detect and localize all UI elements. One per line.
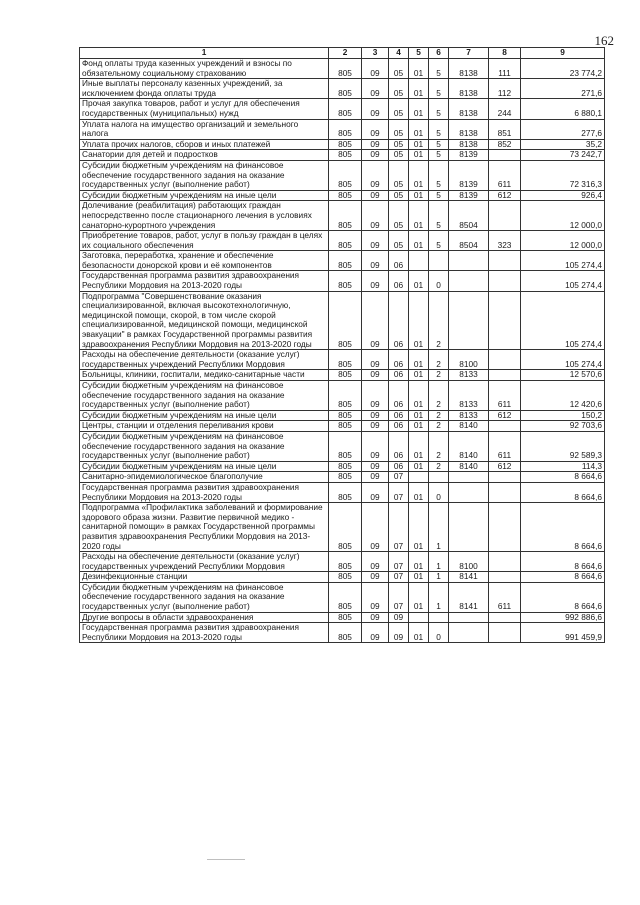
row-program-code: 01 bbox=[409, 370, 429, 381]
budget-table bbox=[79, 47, 605, 643]
table-row bbox=[80, 552, 605, 572]
table-row bbox=[80, 291, 605, 350]
row-target-code: 8138 bbox=[449, 59, 489, 79]
row-subsection-code: 05 bbox=[389, 231, 409, 251]
row-description: Субсидии бюджетным учреждениям на финансовое обеспечение государственного задания на оказание государственных услуг (выполнение работ) bbox=[80, 582, 329, 612]
row-section-code: 09 bbox=[362, 59, 389, 79]
row-subsection-code: 07 bbox=[389, 482, 409, 502]
row-program-code: 01 bbox=[409, 231, 429, 251]
row-expense-type: 612 bbox=[489, 190, 521, 201]
table-row bbox=[80, 381, 605, 411]
row-subsection-code: 05 bbox=[389, 150, 409, 161]
row-target-code: 8141 bbox=[449, 582, 489, 612]
table-row bbox=[80, 160, 605, 190]
table-row bbox=[80, 623, 605, 643]
row-expense-type bbox=[489, 572, 521, 583]
row-program-code: 01 bbox=[409, 381, 429, 411]
row-expense-type bbox=[489, 552, 521, 572]
row-ministry-code: 805 bbox=[329, 139, 362, 150]
row-expense-type bbox=[489, 201, 521, 231]
row-program-code: 01 bbox=[409, 410, 429, 421]
row-subsection-code: 05 bbox=[389, 59, 409, 79]
row-ministry-code: 805 bbox=[329, 160, 362, 190]
table-row bbox=[80, 59, 605, 79]
row-subsection-code: 05 bbox=[389, 201, 409, 231]
row-section-code: 09 bbox=[362, 381, 389, 411]
row-description: Субсидии бюджетным учреждениям на иные цели bbox=[80, 461, 329, 472]
row-subprogram-code: 5 bbox=[429, 99, 449, 119]
table-row bbox=[80, 461, 605, 472]
row-expense-type bbox=[489, 150, 521, 161]
row-amount: 12 000,0 bbox=[521, 231, 605, 251]
row-description: Санатории для детей и подростков bbox=[80, 150, 329, 161]
row-subsection-code: 05 bbox=[389, 139, 409, 150]
row-section-code: 09 bbox=[362, 201, 389, 231]
row-ministry-code: 805 bbox=[329, 99, 362, 119]
row-target-code: 8504 bbox=[449, 201, 489, 231]
row-section-code: 09 bbox=[362, 572, 389, 583]
row-description: Фонд оплаты труда казенных учреждений и взносы по обязательному социальному страхованию bbox=[80, 59, 329, 79]
row-expense-type bbox=[489, 271, 521, 291]
row-subprogram-code: 2 bbox=[429, 291, 449, 350]
row-target-code: 8133 bbox=[449, 381, 489, 411]
row-subsection-code: 06 bbox=[389, 251, 409, 271]
row-section-code: 09 bbox=[362, 582, 389, 612]
row-subsection-code: 06 bbox=[389, 461, 409, 472]
row-program-code: 01 bbox=[409, 482, 429, 502]
row-amount: 12 420,6 bbox=[521, 381, 605, 411]
row-expense-type bbox=[489, 482, 521, 502]
row-description: Прочая закупка товаров, работ и услуг для обеспечения государственных (муниципальных) нужд bbox=[80, 99, 329, 119]
row-target-code: 8140 bbox=[449, 461, 489, 472]
table-row bbox=[80, 119, 605, 139]
row-section-code: 09 bbox=[362, 461, 389, 472]
row-ministry-code: 805 bbox=[329, 572, 362, 583]
row-description: Государственная программа развития здравоохранения Республики Мордовия на 2013-2020 годы bbox=[80, 482, 329, 502]
row-target-code bbox=[449, 623, 489, 643]
row-target-code: 8139 bbox=[449, 190, 489, 201]
row-subsection-code: 09 bbox=[389, 612, 409, 623]
row-section-code: 09 bbox=[362, 251, 389, 271]
row-section-code: 09 bbox=[362, 79, 389, 99]
row-subprogram-code: 1 bbox=[429, 572, 449, 583]
table-row bbox=[80, 431, 605, 461]
row-section-code: 09 bbox=[362, 150, 389, 161]
row-amount: 105 274,4 bbox=[521, 291, 605, 350]
row-subprogram-code: 1 bbox=[429, 503, 449, 552]
row-program-code: 01 bbox=[409, 150, 429, 161]
row-description: Субсидии бюджетным учреждениям на финансовое обеспечение государственного задания на оказание государственных услуг (выполнение работ) bbox=[80, 381, 329, 411]
row-expense-type bbox=[489, 350, 521, 370]
row-target-code: 8140 bbox=[449, 421, 489, 432]
column-header: 3 bbox=[362, 48, 389, 59]
row-ministry-code: 805 bbox=[329, 119, 362, 139]
row-amount: 12 000,0 bbox=[521, 201, 605, 231]
row-subprogram-code: 5 bbox=[429, 231, 449, 251]
table-row bbox=[80, 251, 605, 271]
row-subsection-code: 07 bbox=[389, 472, 409, 483]
table-row bbox=[80, 190, 605, 201]
row-expense-type: 611 bbox=[489, 582, 521, 612]
row-description: Расходы на обеспечение деятельности (оказание услуг) государственных учреждений Республики Мордовия bbox=[80, 350, 329, 370]
row-program-code: 01 bbox=[409, 623, 429, 643]
row-expense-type: 111 bbox=[489, 59, 521, 79]
table-body bbox=[80, 59, 605, 643]
table-row bbox=[80, 503, 605, 552]
row-amount: 992 886,6 bbox=[521, 612, 605, 623]
row-subsection-code: 06 bbox=[389, 370, 409, 381]
table-row bbox=[80, 612, 605, 623]
header-row bbox=[80, 48, 605, 59]
row-expense-type bbox=[489, 623, 521, 643]
row-expense-type bbox=[489, 291, 521, 350]
row-subprogram-code: 1 bbox=[429, 552, 449, 572]
row-ministry-code: 805 bbox=[329, 350, 362, 370]
row-section-code: 09 bbox=[362, 370, 389, 381]
column-header: 5 bbox=[409, 48, 429, 59]
row-ministry-code: 805 bbox=[329, 251, 362, 271]
row-subprogram-code: 0 bbox=[429, 623, 449, 643]
column-header: 8 bbox=[489, 48, 521, 59]
row-target-code: 8141 bbox=[449, 572, 489, 583]
row-program-code: 01 bbox=[409, 431, 429, 461]
row-ministry-code: 805 bbox=[329, 190, 362, 201]
table-row bbox=[80, 139, 605, 150]
row-amount: 105 274,4 bbox=[521, 251, 605, 271]
row-amount: 92 703,6 bbox=[521, 421, 605, 432]
row-target-code bbox=[449, 503, 489, 552]
row-subprogram-code: 5 bbox=[429, 119, 449, 139]
row-program-code: 01 bbox=[409, 552, 429, 572]
row-description: Подпрограмма "Совершенствование оказания специализированной, включая высокотехнологичную, медицинской помощи, скорой, в том числе скорой специализированной, медицинской помощи, медицинской эвакуации" в рамках Государственной программы развития здравоохранения Республики Мордовия на 2013-2020 годы bbox=[80, 291, 329, 350]
row-amount: 8 664,6 bbox=[521, 552, 605, 572]
row-subprogram-code bbox=[429, 251, 449, 271]
row-subprogram-code: 5 bbox=[429, 201, 449, 231]
row-target-code: 8140 bbox=[449, 431, 489, 461]
row-ministry-code: 805 bbox=[329, 410, 362, 421]
row-expense-type: 323 bbox=[489, 231, 521, 251]
row-description: Субсидии бюджетным учреждениям на иные цели bbox=[80, 190, 329, 201]
row-subsection-code: 07 bbox=[389, 572, 409, 583]
row-program-code: 01 bbox=[409, 139, 429, 150]
row-amount: 73 242,7 bbox=[521, 150, 605, 161]
row-expense-type bbox=[489, 251, 521, 271]
row-program-code bbox=[409, 612, 429, 623]
row-subsection-code: 06 bbox=[389, 421, 409, 432]
row-description: Приобретение товаров, работ, услуг в пользу граждан в целях их социального обеспечения bbox=[80, 231, 329, 251]
row-expense-type bbox=[489, 370, 521, 381]
row-expense-type: 112 bbox=[489, 79, 521, 99]
row-amount: 8 664,6 bbox=[521, 572, 605, 583]
row-ministry-code: 805 bbox=[329, 370, 362, 381]
row-subsection-code: 05 bbox=[389, 160, 409, 190]
row-subprogram-code bbox=[429, 612, 449, 623]
row-ministry-code: 805 bbox=[329, 201, 362, 231]
row-ministry-code: 805 bbox=[329, 612, 362, 623]
row-ministry-code: 805 bbox=[329, 231, 362, 251]
row-program-code: 01 bbox=[409, 572, 429, 583]
row-ministry-code: 805 bbox=[329, 461, 362, 472]
row-target-code: 8139 bbox=[449, 160, 489, 190]
row-expense-type: 612 bbox=[489, 461, 521, 472]
row-ministry-code: 805 bbox=[329, 79, 362, 99]
row-expense-type: 612 bbox=[489, 410, 521, 421]
row-subsection-code: 07 bbox=[389, 503, 409, 552]
row-section-code: 09 bbox=[362, 291, 389, 350]
row-program-code: 01 bbox=[409, 79, 429, 99]
row-description: Центры, станции и отделения переливания крови bbox=[80, 421, 329, 432]
row-subprogram-code: 2 bbox=[429, 461, 449, 472]
table-row bbox=[80, 201, 605, 231]
row-target-code: 8138 bbox=[449, 79, 489, 99]
row-program-code: 01 bbox=[409, 160, 429, 190]
table-row bbox=[80, 231, 605, 251]
row-expense-type bbox=[489, 503, 521, 552]
table-row bbox=[80, 472, 605, 483]
row-description: Государственная программа развития здравоохранения Республики Мордовия на 2013-2020 годы bbox=[80, 623, 329, 643]
table-row bbox=[80, 410, 605, 421]
row-ministry-code: 805 bbox=[329, 503, 362, 552]
row-expense-type bbox=[489, 472, 521, 483]
row-subsection-code: 06 bbox=[389, 410, 409, 421]
row-amount: 8 664,6 bbox=[521, 503, 605, 552]
row-ministry-code: 805 bbox=[329, 552, 362, 572]
row-program-code bbox=[409, 251, 429, 271]
table-row bbox=[80, 99, 605, 119]
row-target-code bbox=[449, 482, 489, 502]
row-description: Субсидии бюджетным учреждениям на финансовое обеспечение государственного задания на оказание государственных услуг (выполнение работ) bbox=[80, 160, 329, 190]
row-ministry-code: 805 bbox=[329, 472, 362, 483]
row-ministry-code: 805 bbox=[329, 482, 362, 502]
row-section-code: 09 bbox=[362, 99, 389, 119]
row-description: Субсидии бюджетным учреждениям на иные цели bbox=[80, 410, 329, 421]
row-expense-type: 611 bbox=[489, 381, 521, 411]
row-amount: 35,2 bbox=[521, 139, 605, 150]
row-amount: 150,2 bbox=[521, 410, 605, 421]
table-row bbox=[80, 370, 605, 381]
row-amount: 6 880,1 bbox=[521, 99, 605, 119]
row-description: Больницы, клиники, госпитали, медико-санитарные части bbox=[80, 370, 329, 381]
row-expense-type: 611 bbox=[489, 160, 521, 190]
row-amount: 926,4 bbox=[521, 190, 605, 201]
row-target-code: 8133 bbox=[449, 370, 489, 381]
row-target-code: 8139 bbox=[449, 150, 489, 161]
row-target-code bbox=[449, 251, 489, 271]
row-section-code: 09 bbox=[362, 271, 389, 291]
row-section-code: 09 bbox=[362, 139, 389, 150]
column-header: 2 bbox=[329, 48, 362, 59]
row-subprogram-code: 5 bbox=[429, 190, 449, 201]
row-subprogram-code: 5 bbox=[429, 150, 449, 161]
row-subprogram-code: 0 bbox=[429, 271, 449, 291]
row-amount: 105 274,4 bbox=[521, 271, 605, 291]
row-subprogram-code bbox=[429, 472, 449, 483]
row-subprogram-code: 2 bbox=[429, 431, 449, 461]
row-subsection-code: 05 bbox=[389, 190, 409, 201]
table-row bbox=[80, 572, 605, 583]
row-description: Другие вопросы в области здравоохранения bbox=[80, 612, 329, 623]
row-subsection-code: 06 bbox=[389, 291, 409, 350]
column-header: 7 bbox=[449, 48, 489, 59]
table-row bbox=[80, 150, 605, 161]
table-row bbox=[80, 271, 605, 291]
row-ministry-code: 805 bbox=[329, 421, 362, 432]
row-target-code: 8100 bbox=[449, 552, 489, 572]
row-subprogram-code: 1 bbox=[429, 582, 449, 612]
row-subsection-code: 07 bbox=[389, 552, 409, 572]
row-ministry-code: 805 bbox=[329, 150, 362, 161]
row-expense-type: 851 bbox=[489, 119, 521, 139]
row-subsection-code: 05 bbox=[389, 99, 409, 119]
row-program-code: 01 bbox=[409, 503, 429, 552]
row-target-code: 8138 bbox=[449, 99, 489, 119]
row-amount: 8 664,6 bbox=[521, 472, 605, 483]
row-subsection-code: 07 bbox=[389, 582, 409, 612]
row-amount: 277,6 bbox=[521, 119, 605, 139]
row-subprogram-code: 2 bbox=[429, 410, 449, 421]
row-ministry-code: 805 bbox=[329, 291, 362, 350]
row-subsection-code: 06 bbox=[389, 271, 409, 291]
row-description: Расходы на обеспечение деятельности (оказание услуг) государственных учреждений Республики Мордовия bbox=[80, 552, 329, 572]
row-program-code: 01 bbox=[409, 291, 429, 350]
row-amount: 105 274,4 bbox=[521, 350, 605, 370]
row-ministry-code: 805 bbox=[329, 381, 362, 411]
row-section-code: 09 bbox=[362, 472, 389, 483]
row-subprogram-code: 0 bbox=[429, 482, 449, 502]
row-section-code: 09 bbox=[362, 612, 389, 623]
table-row bbox=[80, 582, 605, 612]
row-amount: 114,3 bbox=[521, 461, 605, 472]
row-subsection-code: 09 bbox=[389, 623, 409, 643]
row-expense-type: 611 bbox=[489, 431, 521, 461]
row-expense-type bbox=[489, 421, 521, 432]
row-program-code: 01 bbox=[409, 99, 429, 119]
row-description: Государственная программа развития здравоохранения Республики Мордовия на 2013-2020 годы bbox=[80, 271, 329, 291]
row-amount: 991 459,9 bbox=[521, 623, 605, 643]
row-amount: 8 664,6 bbox=[521, 582, 605, 612]
table-row bbox=[80, 350, 605, 370]
row-description: Подпрограмма «Профилактика заболеваний и формирование здорового образа жизни. Развитие первичной медико - санитарной помощи» в рамках Государственной программы развития здравоохранения Республики Мордовия на 2013-2020 годы bbox=[80, 503, 329, 552]
row-amount: 12 570,6 bbox=[521, 370, 605, 381]
row-description: Санитарно-эпидемиологическое благополучие bbox=[80, 472, 329, 483]
column-header: 6 bbox=[429, 48, 449, 59]
row-ministry-code: 805 bbox=[329, 582, 362, 612]
row-target-code: 8138 bbox=[449, 139, 489, 150]
row-description: Дезинфекционные станции bbox=[80, 572, 329, 583]
row-subprogram-code: 2 bbox=[429, 370, 449, 381]
row-program-code: 01 bbox=[409, 582, 429, 612]
row-section-code: 09 bbox=[362, 160, 389, 190]
table-row bbox=[80, 421, 605, 432]
column-header: 1 bbox=[80, 48, 329, 59]
row-program-code: 01 bbox=[409, 350, 429, 370]
row-description: Долечивание (реабилитация) работающих граждан непосредственно после стационарного лечения в условиях санаторно-курортного учреждения bbox=[80, 201, 329, 231]
row-subsection-code: 06 bbox=[389, 431, 409, 461]
row-program-code: 01 bbox=[409, 271, 429, 291]
row-subsection-code: 05 bbox=[389, 79, 409, 99]
row-target-code: 8138 bbox=[449, 119, 489, 139]
row-expense-type: 852 bbox=[489, 139, 521, 150]
row-amount: 8 664,6 bbox=[521, 482, 605, 502]
row-target-code: 8100 bbox=[449, 350, 489, 370]
page-number: 162 bbox=[594, 33, 614, 48]
row-subprogram-code: 5 bbox=[429, 79, 449, 99]
row-description: Субсидии бюджетным учреждениям на финансовое обеспечение государственного задания на оказание государственных услуг (выполнение работ) bbox=[80, 431, 329, 461]
row-ministry-code: 805 bbox=[329, 623, 362, 643]
row-subprogram-code: 2 bbox=[429, 350, 449, 370]
row-amount: 92 589,3 bbox=[521, 431, 605, 461]
row-subprogram-code: 5 bbox=[429, 139, 449, 150]
table-row bbox=[80, 482, 605, 502]
row-target-code: 8504 bbox=[449, 231, 489, 251]
row-subsection-code: 05 bbox=[389, 119, 409, 139]
row-target-code bbox=[449, 271, 489, 291]
row-section-code: 09 bbox=[362, 421, 389, 432]
row-target-code bbox=[449, 291, 489, 350]
row-ministry-code: 805 bbox=[329, 271, 362, 291]
row-section-code: 09 bbox=[362, 552, 389, 572]
row-program-code bbox=[409, 472, 429, 483]
row-section-code: 09 bbox=[362, 431, 389, 461]
row-expense-type bbox=[489, 612, 521, 623]
row-program-code: 01 bbox=[409, 461, 429, 472]
row-program-code: 01 bbox=[409, 190, 429, 201]
row-subsection-code: 06 bbox=[389, 350, 409, 370]
row-program-code: 01 bbox=[409, 421, 429, 432]
row-target-code: 8133 bbox=[449, 410, 489, 421]
row-program-code: 01 bbox=[409, 201, 429, 231]
row-amount: 271,6 bbox=[521, 79, 605, 99]
row-subprogram-code: 5 bbox=[429, 160, 449, 190]
column-header: 9 bbox=[521, 48, 605, 59]
row-subprogram-code: 2 bbox=[429, 421, 449, 432]
row-ministry-code: 805 bbox=[329, 431, 362, 461]
row-section-code: 09 bbox=[362, 410, 389, 421]
row-section-code: 09 bbox=[362, 190, 389, 201]
row-subprogram-code: 2 bbox=[429, 381, 449, 411]
row-section-code: 09 bbox=[362, 231, 389, 251]
scan-mark bbox=[207, 859, 245, 860]
row-section-code: 09 bbox=[362, 350, 389, 370]
row-target-code bbox=[449, 612, 489, 623]
row-section-code: 09 bbox=[362, 503, 389, 552]
column-header: 4 bbox=[389, 48, 409, 59]
row-description: Заготовка, переработка, хранение и обеспечение безопасности донорской крови и её компонентов bbox=[80, 251, 329, 271]
row-description: Иные выплаты персоналу казенных учреждений, за исключением фонда оплаты труда bbox=[80, 79, 329, 99]
row-expense-type: 244 bbox=[489, 99, 521, 119]
row-description: Уплата налога на имущество организаций и земельного налога bbox=[80, 119, 329, 139]
row-subsection-code: 06 bbox=[389, 381, 409, 411]
row-program-code: 01 bbox=[409, 119, 429, 139]
row-subprogram-code: 5 bbox=[429, 59, 449, 79]
row-target-code bbox=[449, 472, 489, 483]
row-program-code: 01 bbox=[409, 59, 429, 79]
table-row bbox=[80, 79, 605, 99]
row-description: Уплата прочих налогов, сборов и иных платежей bbox=[80, 139, 329, 150]
row-section-code: 09 bbox=[362, 119, 389, 139]
row-section-code: 09 bbox=[362, 623, 389, 643]
row-section-code: 09 bbox=[362, 482, 389, 502]
row-amount: 23 774,2 bbox=[521, 59, 605, 79]
row-amount: 72 316,3 bbox=[521, 160, 605, 190]
row-ministry-code: 805 bbox=[329, 59, 362, 79]
